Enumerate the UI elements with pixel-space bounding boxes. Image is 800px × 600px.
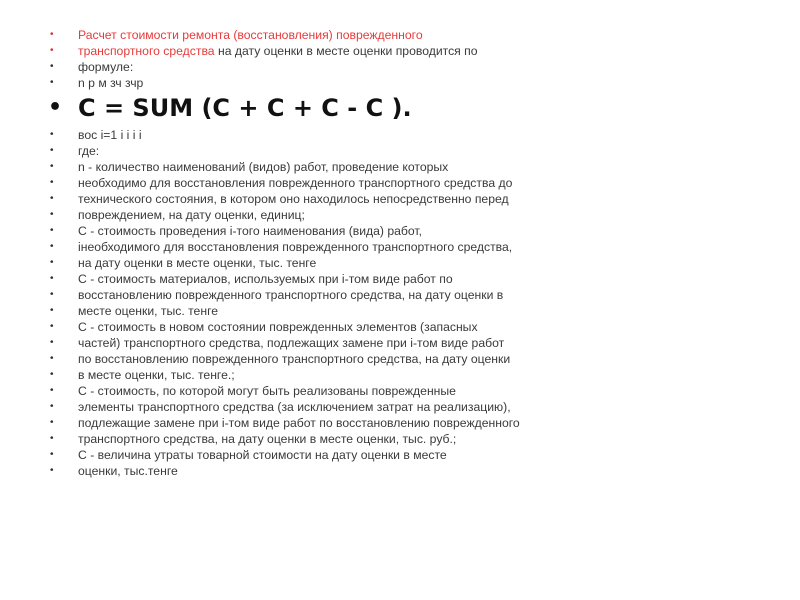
list-item — [48, 351, 520, 367]
item-text: необходимо для восстановления поврежденного транспортного средства до — [78, 176, 513, 190]
list-item — [48, 319, 520, 335]
bullet-icon: • — [50, 433, 54, 444]
bullet-icon: • — [50, 145, 54, 156]
list-item — [48, 447, 520, 463]
bullet-icon: • — [50, 305, 54, 316]
bullet-icon: • — [50, 209, 54, 220]
list-item — [48, 59, 520, 75]
item-text: С - стоимость материалов, используемых при i-том виде работ по — [78, 272, 453, 286]
list-item — [48, 367, 520, 383]
bullet-icon: • — [50, 129, 54, 140]
bullet-icon: • — [50, 241, 54, 252]
list-item — [48, 75, 520, 91]
item-text: формуле: — [78, 60, 134, 74]
list-item — [48, 463, 520, 479]
list-item — [48, 287, 520, 303]
bullet-icon: • — [50, 385, 54, 396]
list-item — [48, 255, 520, 271]
item-text: повреждением, на дату оценки, единиц; — [78, 208, 305, 222]
bullet-icon: • — [48, 95, 63, 120]
list-item — [48, 207, 520, 223]
bullet-list — [48, 27, 520, 479]
item-text: С - величина утраты товарной стоимости на дату оценки в месте — [78, 448, 447, 462]
bullet-icon: • — [50, 321, 54, 332]
list-item — [48, 27, 520, 43]
list-item — [48, 143, 520, 159]
bullet-icon: • — [50, 161, 54, 172]
bullet-icon: • — [50, 353, 54, 364]
definitions — [48, 127, 520, 479]
item-text: С - стоимость, по которой могут быть реализованы поврежденные — [78, 384, 456, 398]
formula-text: С = SUM (С + С + С - С ). — [78, 94, 412, 122]
item-text: n р м зч зчр — [78, 76, 144, 90]
item-text: транспортного средства, на дату оценки в месте оценки, тыс. руб.; — [78, 432, 457, 446]
list-item — [48, 43, 520, 59]
bullet-icon: • — [50, 401, 54, 412]
item-text: на дату оценки в месте оценки, тыс. тенге — [78, 256, 317, 270]
item-text: С - стоимость проведения i-того наименования (вида) работ, — [78, 224, 423, 238]
bullet-icon: • — [50, 465, 54, 476]
list-item — [48, 383, 520, 399]
bullet-icon: • — [50, 337, 54, 348]
bullet-icon: • — [50, 29, 54, 40]
list-item — [48, 271, 520, 287]
item-text: С - стоимость в новом состоянии поврежденных элементов (запасных — [78, 320, 478, 334]
list-item — [48, 335, 520, 351]
item-text: технического состояния, в котором оно находилось непосредственно перед — [78, 192, 509, 206]
item-text: подлежащие замене при i-том виде работ по восстановлению поврежденного — [78, 416, 520, 430]
list-item — [48, 159, 520, 175]
bullet-icon: • — [50, 61, 54, 72]
highlighted-text: Расчет стоимости ремонта (восстановления) поврежденного — [78, 28, 423, 42]
list-item — [48, 223, 520, 239]
item-text: где: — [78, 144, 100, 158]
item-text: n - количество наименований (видов) работ, проведение которых — [78, 160, 449, 174]
bullet-icon: • — [50, 45, 54, 56]
list-item — [48, 399, 520, 415]
item-text: элементы транспортного средства (за исключением затрат на реализацию), — [78, 400, 511, 414]
item-text: частей) транспортного средства, подлежащих замене при i-том виде работ — [78, 336, 505, 350]
bullet-icon: • — [50, 193, 54, 204]
item-text: оценки, тыс.тенге — [78, 464, 178, 478]
item-text: iнеобходимого для восстановления поврежденного транспортного средства, — [78, 240, 513, 254]
item-text: восстановлению поврежденного транспортного средства, на дату оценки в — [78, 288, 504, 302]
bullet-icon: • — [50, 417, 54, 428]
list-item — [48, 303, 520, 319]
list-item — [48, 239, 520, 255]
bullet-icon: • — [50, 369, 54, 380]
item-text: в месте оценки, тыс. тенге.; — [78, 368, 235, 382]
formula — [48, 93, 520, 123]
bullet-icon: • — [50, 77, 54, 88]
list-item — [48, 415, 520, 431]
list-item — [48, 431, 520, 447]
bullet-icon: • — [50, 289, 54, 300]
item-text: на дату оценки в месте оценки проводится по — [214, 44, 478, 58]
item-text: месте оценки, тыс. тенге — [78, 304, 219, 318]
list-item — [48, 191, 520, 207]
bullet-icon: • — [50, 449, 54, 460]
item-text: по восстановлению поврежденного транспортного средства, на дату оценки — [78, 352, 511, 366]
bullet-icon: • — [50, 225, 54, 236]
bullet-icon: • — [50, 257, 54, 268]
highlighted-text: транспортного средства — [78, 44, 215, 58]
list-item — [48, 175, 520, 191]
item-text: вос i=1 i i i i — [78, 128, 142, 142]
bullet-icon: • — [50, 177, 54, 188]
bullet-icon: • — [50, 273, 54, 284]
list-item — [48, 127, 520, 143]
